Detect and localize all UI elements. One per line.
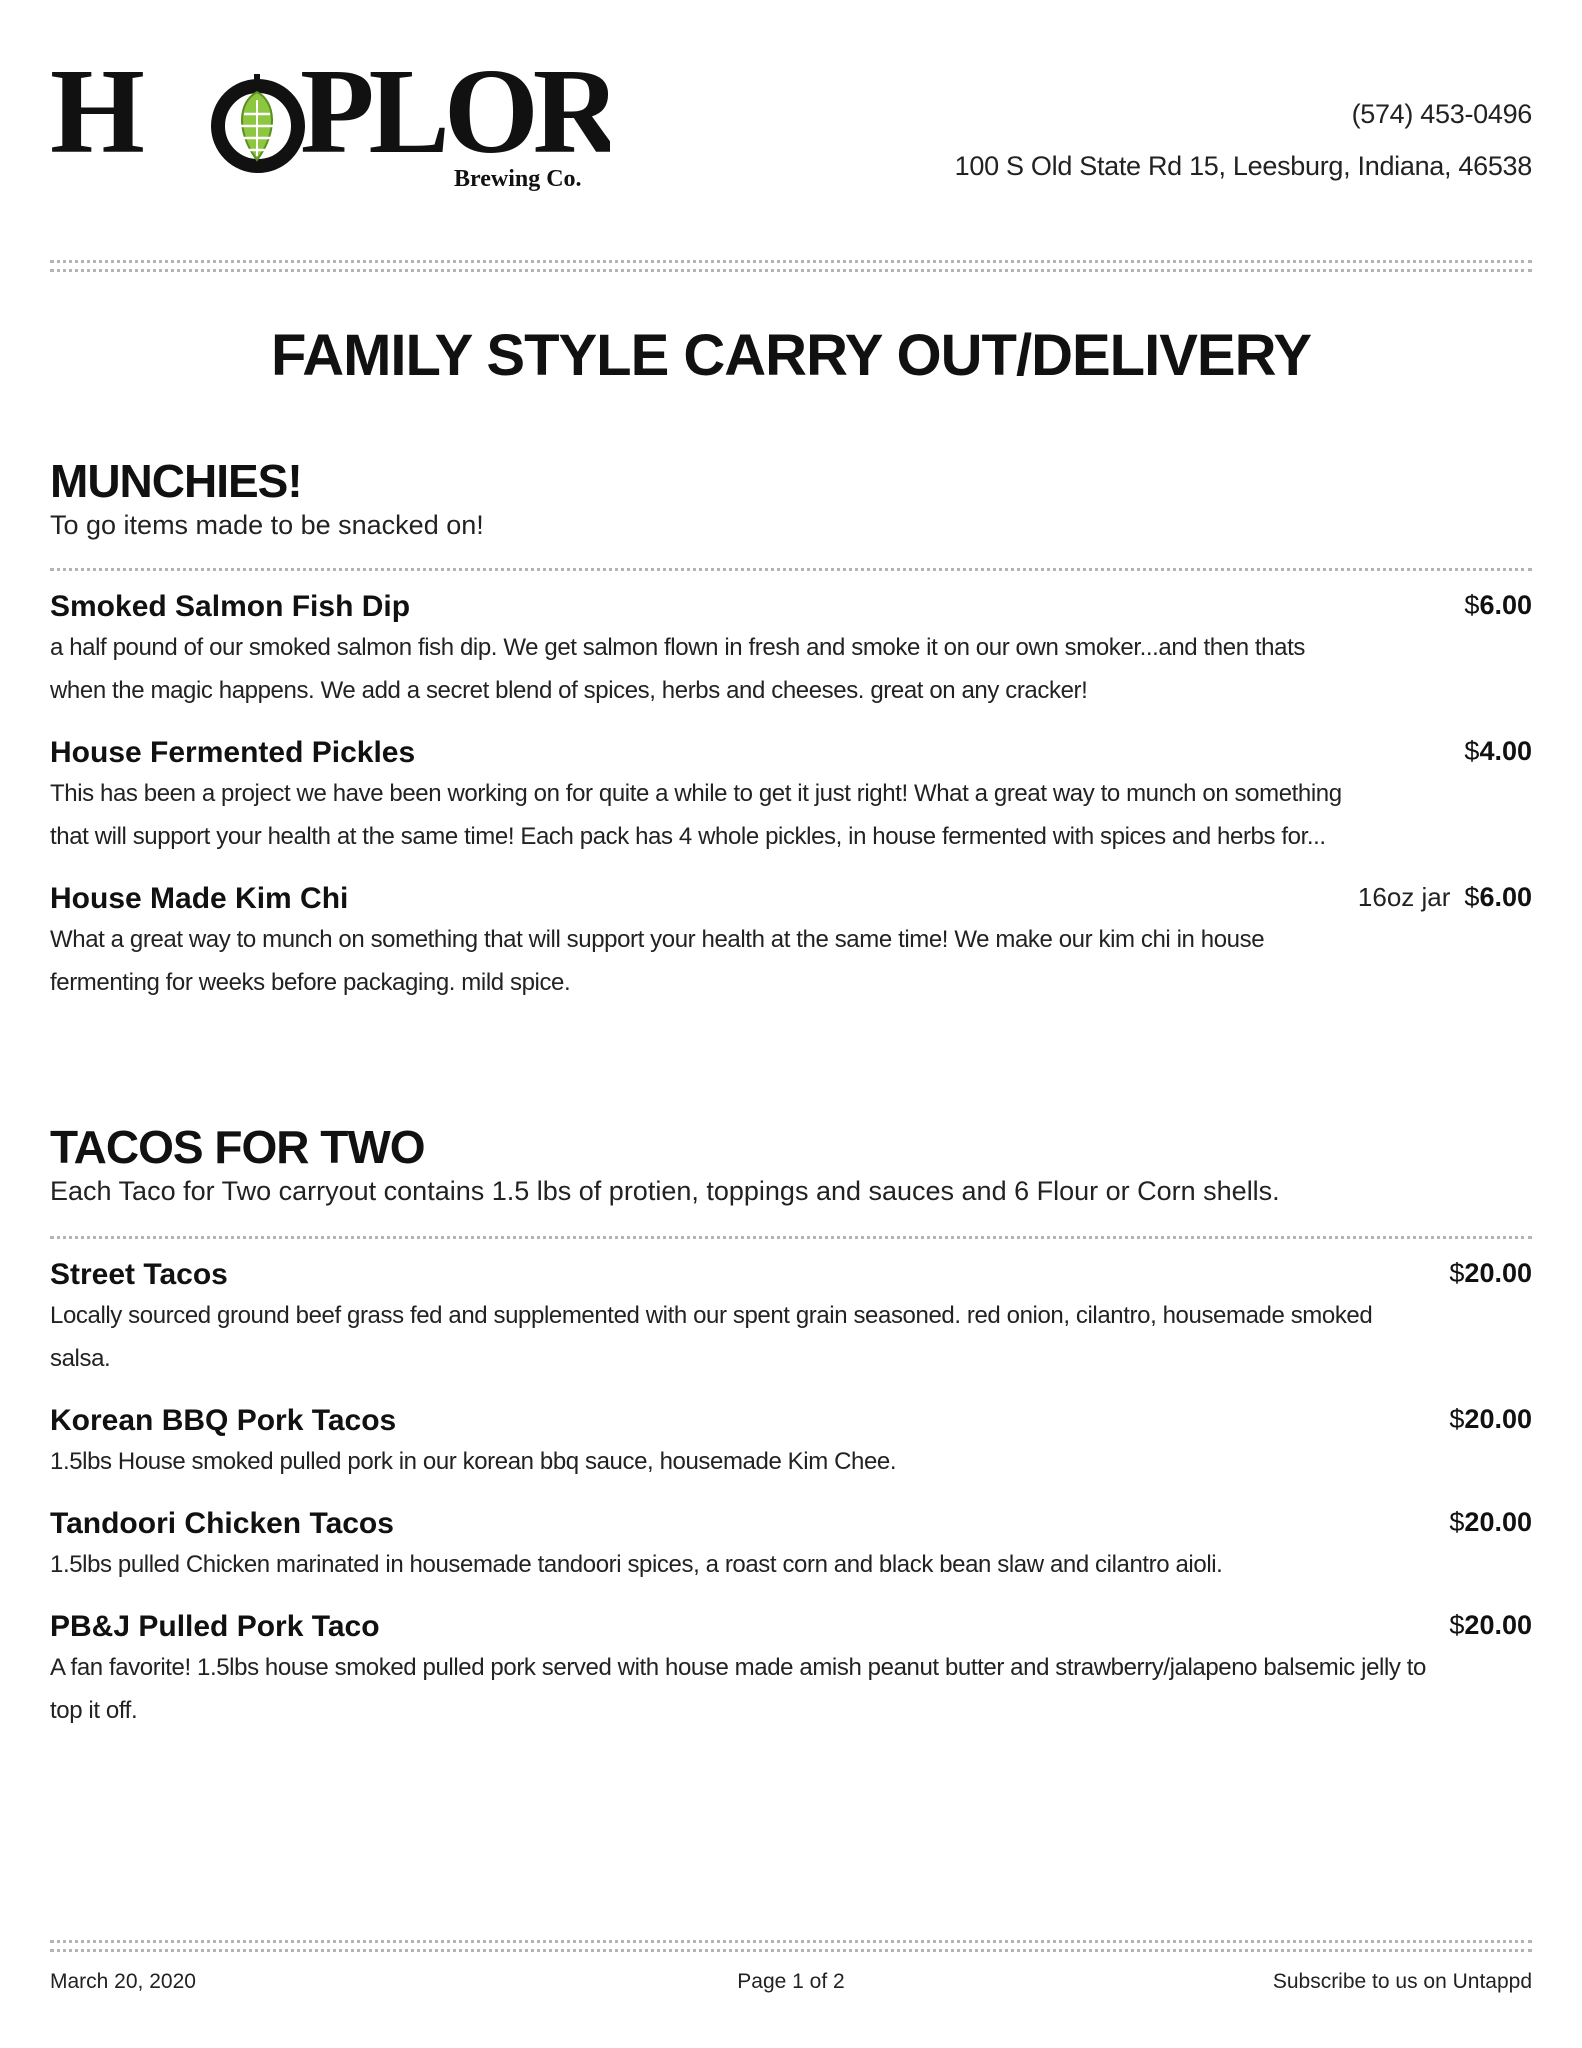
footer-date: March 20, 2020 <box>50 1970 196 1993</box>
item-name: PB&J Pulled Pork Taco <box>50 1610 380 1643</box>
item-price-amount: 4.00 <box>1479 736 1532 766</box>
item-description: What a great way to munch on something that will support your health at the same time! We make our kim chi in house fermenting for weeks before packaging. mild spice. <box>50 926 1265 996</box>
menu-item <box>50 1505 1532 1586</box>
logo-subtext: Brewing Co. <box>454 166 582 192</box>
footer <box>50 1970 1532 2006</box>
munchies-list <box>50 588 1532 1026</box>
section-divider <box>50 568 1532 571</box>
item-description: 1.5lbs pulled Chicken marinated in housemade tandoori spices, a roast corn and black bean slaw and cilantro aioli. <box>50 1551 1223 1578</box>
item-price <box>1435 1258 1532 1289</box>
item-price-amount: 6.00 <box>1479 590 1532 620</box>
header-divider <box>50 260 1532 272</box>
item-name: Korean BBQ Pork Tacos <box>50 1404 397 1437</box>
svg-text:PLORE: PLOR <box>300 48 610 178</box>
section-subtitle: To go items made to be snacked on! <box>50 510 484 540</box>
item-currency: $ <box>1449 1610 1465 1640</box>
item-price <box>1435 1404 1532 1435</box>
item-price <box>1435 1507 1532 1538</box>
address: 100 S Old State Rd 15, Leesburg, Indiana, 46538 <box>954 151 1532 181</box>
item-name: Smoked Salmon Fish Dip <box>50 590 411 623</box>
item-currency: $ <box>1464 736 1480 766</box>
item-price-amount: 20.00 <box>1464 1507 1532 1537</box>
item-currency: $ <box>1449 1258 1465 1288</box>
item-description: a half pound of our smoked salmon fish dip. We get salmon flown in fresh and smoke it on our own smoker...and then thats when the magic happens. We add a secret blend of spices, herbs and cheeses. great on any cracker! <box>50 634 1305 704</box>
item-price-amount: 6.00 <box>1479 882 1532 912</box>
hop-cone-icon <box>228 74 286 170</box>
item-name: House Fermented Pickles <box>50 736 416 769</box>
item-name: House Made Kim Chi <box>50 882 349 915</box>
menu-item <box>50 1608 1532 1732</box>
item-price-amount: 20.00 <box>1464 1258 1532 1288</box>
page-title: FAMILY STYLE CARRY OUT/DELIVERY <box>270 323 1312 388</box>
section-tacos-for-two <box>50 1120 1532 1208</box>
item-price <box>1358 882 1532 913</box>
menu-item <box>50 734 1532 858</box>
tacos-list <box>50 1256 1532 1754</box>
section-divider <box>50 1236 1532 1239</box>
item-name: Street Tacos <box>50 1258 228 1291</box>
footer-page-number: Page 1 of 2 <box>737 1970 845 1993</box>
header <box>50 48 1532 218</box>
menu-item <box>50 1402 1532 1483</box>
item-price <box>1450 736 1532 767</box>
menu-item <box>50 880 1532 1004</box>
section-heading: TACOS FOR TWO <box>50 1121 425 1173</box>
item-description: Locally sourced ground beef grass fed and supplemented with our spent grain seasoned. red onion, cilantro, housemade smoked salsa. <box>50 1302 1373 1372</box>
section-heading: MUNCHIES! <box>50 455 302 507</box>
item-name: Tandoori Chicken Tacos <box>50 1507 394 1540</box>
svg-text:H: H <box>50 48 141 178</box>
section-subtitle: Each Taco for Two carryout contains 1.5 lbs of protien, toppings and sauces and 6 Flour or Corn shells. <box>50 1176 1280 1206</box>
item-size: 16oz jar <box>1357 882 1451 912</box>
footer-divider <box>50 1940 1532 1952</box>
item-description: 1.5lbs House smoked pulled pork in our korean bbq sauce, housemade Kim Chee. <box>50 1448 897 1475</box>
item-price-amount: 20.00 <box>1464 1610 1532 1640</box>
item-description: A fan favorite! 1.5lbs house smoked pulled pork served with house made amish peanut butter and strawberry/jalapeno balsemic jelly to top it off. <box>50 1654 1426 1724</box>
footer-untappd-link[interactable]: Subscribe to us on Untappd <box>1272 1970 1532 1993</box>
item-price <box>1435 1610 1532 1641</box>
item-description: This has been a project we have been working on for quite a while to get it just right! What a great way to munch on something that will support your health at the same time! Each pack has 4 whole pickles, in house fermented with spices and herbs for... <box>50 780 1342 850</box>
phone-number: (574) 453-0496 <box>1351 99 1532 129</box>
contact-info <box>955 88 1532 192</box>
item-currency: $ <box>1449 1404 1465 1434</box>
item-price-amount: 20.00 <box>1464 1404 1532 1434</box>
logo-wordmark-svg <box>50 48 610 178</box>
item-currency: $ <box>1464 882 1480 912</box>
item-currency: $ <box>1449 1507 1465 1537</box>
item-currency: $ <box>1464 590 1480 620</box>
menu-item <box>50 1256 1532 1380</box>
item-price <box>1450 590 1532 621</box>
section-munchies <box>50 454 1532 542</box>
menu-item <box>50 588 1532 712</box>
hoplore-logo <box>50 48 610 208</box>
